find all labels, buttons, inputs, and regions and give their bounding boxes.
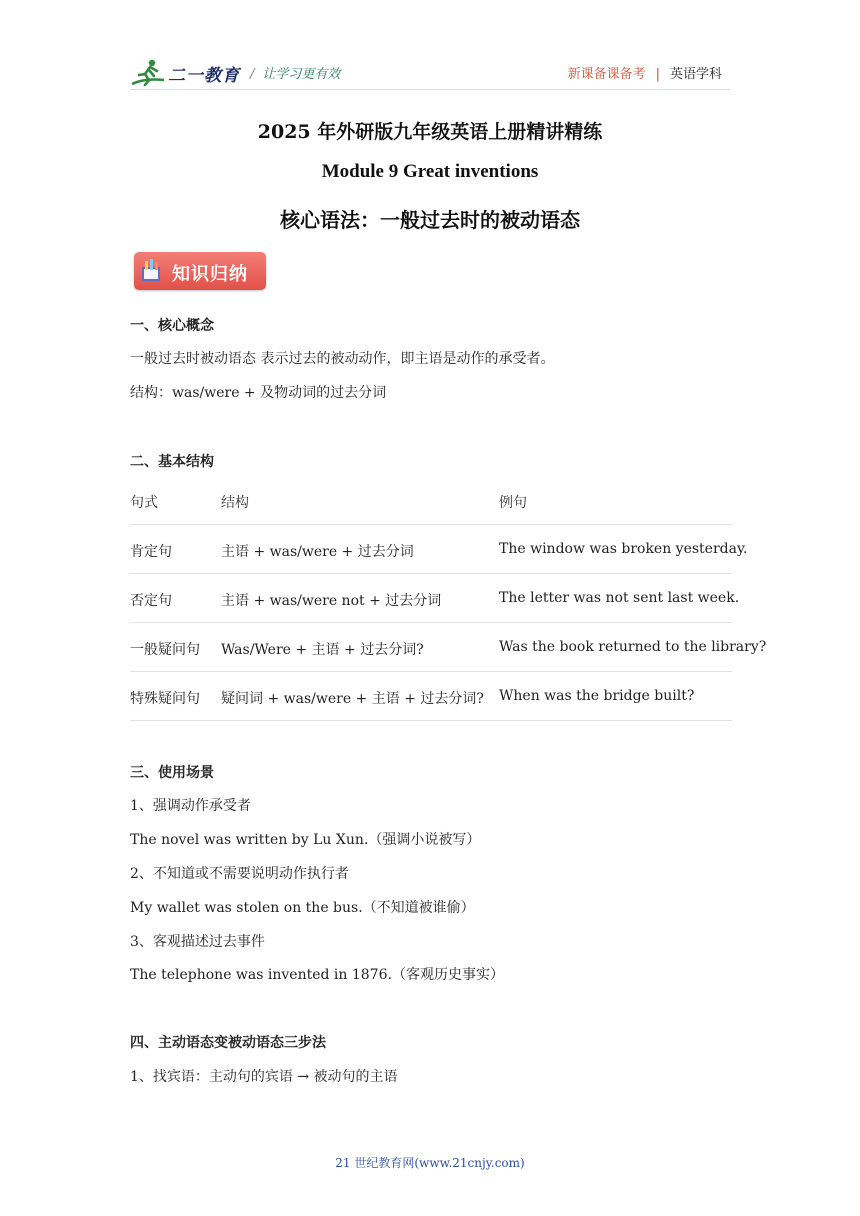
list-item: 3、客观描述过去事件 [130,934,265,950]
page-footer: 21 世纪教育网(www.21cnjy.com) [335,1156,525,1170]
grammar-title: 核心语法：一般过去时的被动语态 [280,208,580,232]
list-item: 1、找宾语：主动句的宾语 → 被动句的主语 [130,1069,398,1085]
table-header-row [130,476,732,525]
table-row [130,672,732,721]
column-header: 例句 [499,495,527,511]
table-row [130,525,748,574]
badge-label: 知识归纳 [172,264,248,285]
table-cell: 主语 + was/were not + 过去分词 [221,593,442,609]
table-row [130,623,767,672]
module-title: Module 9 Great inventions [321,161,539,182]
section-heading: 四、主动语态变被动语态三步法 [130,1035,326,1051]
logo [130,58,240,88]
table-cell: 疑问词 + was/were + 主语 + 过去分词? [221,691,484,707]
header-tags: 新课备课备考 | 英语学科 [567,67,722,82]
table-cell: Was/Were + 主语 + 过去分词? [221,642,424,658]
slogan-text: 让学习更有效 [262,67,341,82]
logo-text: 二一教育 [168,65,240,86]
table-cell: 否定句 [130,593,172,609]
example-sentence: The telephone was invented in 1876.（客观历史事实） [130,967,504,983]
table-cell: 主语 + was/were + 过去分词 [221,544,414,560]
table-cell: 特殊疑问句 [130,691,200,707]
table-cell: 一般疑问句 [130,642,200,658]
header-subject: 英语学科 [669,67,722,82]
page-header [130,56,730,90]
paragraph: 一般过去时被动语态 表示过去的被动动作，即主语是动作的承受者。 [130,351,555,367]
table-cell: The letter was not sent last week. [499,590,740,606]
table-cell: 肯定句 [130,544,172,560]
table-cell: The window was broken yesterday. [499,541,748,557]
table-cell: Was the book returned to the library? [499,639,767,655]
header-divider [130,89,730,90]
header-tag: 新课备课备考 [567,67,646,82]
structure-table [130,476,767,721]
slogan: / 让学习更有效 [250,67,341,82]
section-heading: 三、使用场景 [130,765,214,781]
table-row [130,574,740,623]
list-item: 2、不知道或不需要说明动作执行者 [130,866,349,882]
column-header: 结构 [221,495,249,511]
book-icon [140,259,162,283]
document-title: 2025 年外研版九年级英语上册精讲精练 [257,121,603,143]
paragraph: 结构：was/were + 及物动词的过去分词 [130,385,387,401]
column-header: 句式 [130,495,158,511]
knowledge-badge [134,252,266,290]
section-heading: 一、核心概念 [130,318,214,334]
table-cell: When was the bridge built? [499,688,695,704]
list-item: 1、强调动作承受者 [130,798,251,814]
example-sentence: The novel was written by Lu Xun.（强调小说被写） [130,832,481,848]
section-heading: 二、基本结构 [130,454,214,470]
example-sentence: My wallet was stolen on the bus.（不知道被谁偷） [130,900,475,916]
runner-logo-icon [130,58,166,88]
